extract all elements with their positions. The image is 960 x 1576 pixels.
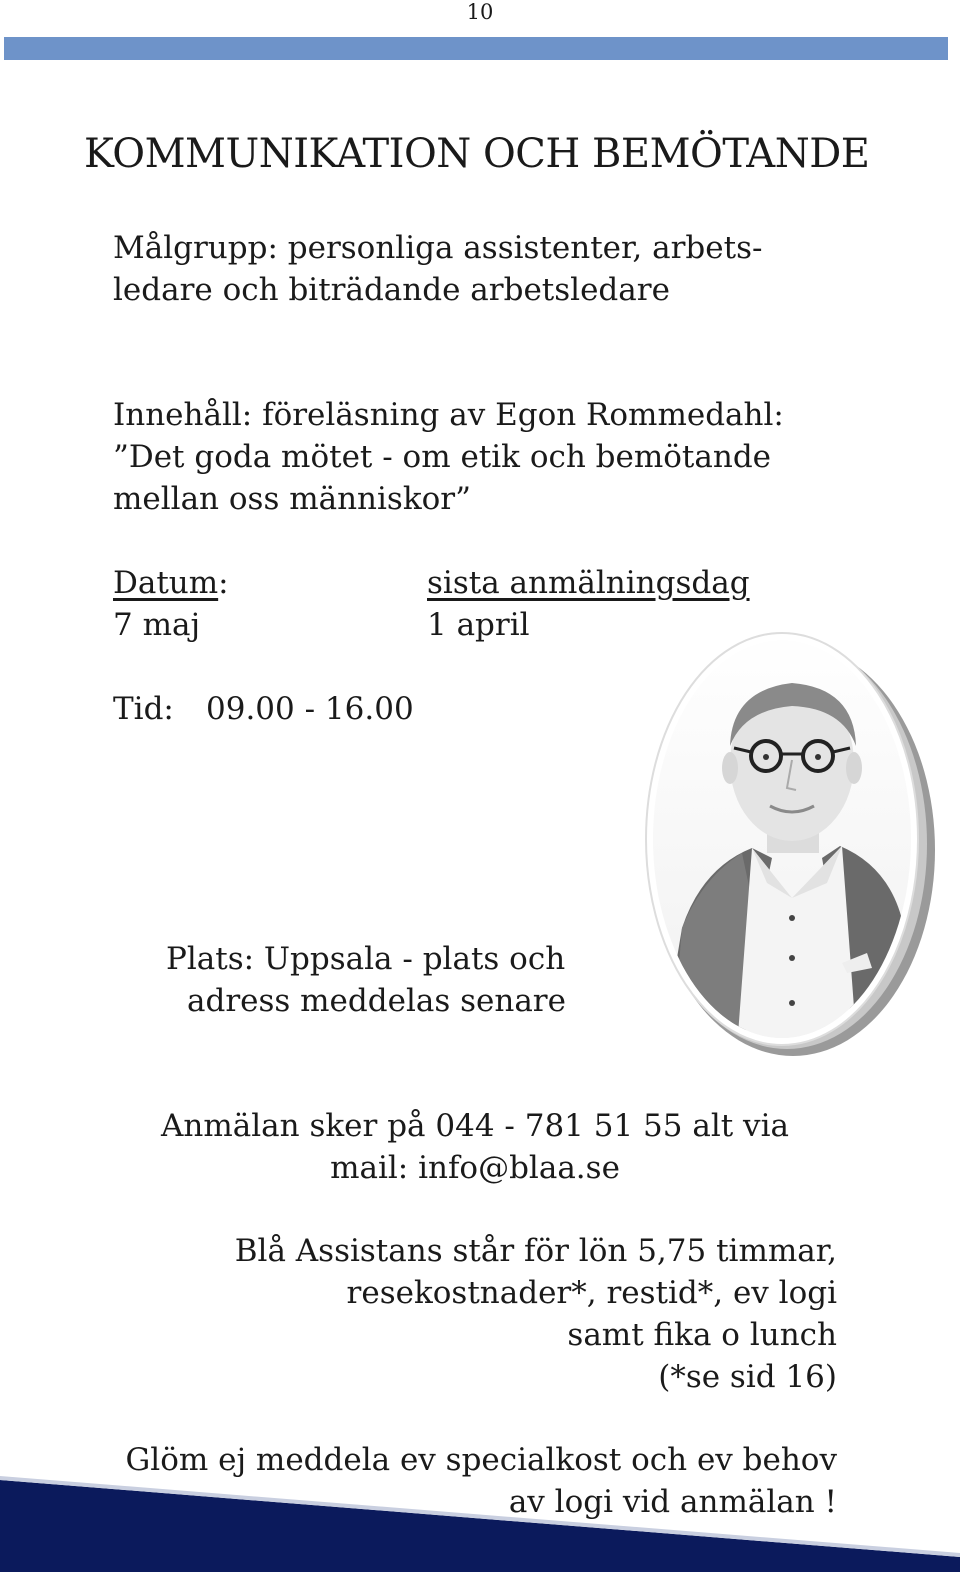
deadline-value: 1 april [427,607,530,643]
date-label-colon: : [218,565,229,601]
time-value: 09.00 - 16.00 [206,691,414,727]
date-label-text: Datum [113,565,219,601]
registration-line-1: Anmälan sker på 044 - 781 51 55 alt via [161,1108,789,1144]
coverage-line-4: (*se sid 16) [658,1359,837,1395]
date-value: 7 maj [113,607,201,643]
coverage-line-3: samt fika o lunch [567,1317,837,1353]
page-title: KOMMUNIKATION OCH BEMÖTANDE [84,131,870,177]
deadline-label: sista anmälningsdag [427,565,750,601]
target-group-line-2: ledare och biträdande arbetsledare [113,272,670,308]
page-number: 10 [466,0,494,24]
registration-line-2: mail: info@blaa.se [330,1150,620,1186]
reminder-line-1: Glöm ej meddela ev specialkost och ev behov [125,1442,837,1478]
date-label [113,562,229,604]
content-line-2: ”Det goda mötet - om etik och bemötande [113,439,772,475]
coverage-line-1: Blå Assistans står för lön 5,75 timmar, [234,1233,837,1269]
content-line-3: mellan oss människor” [113,481,471,517]
speaker-portrait [642,628,952,1060]
coverage-line-2: resekostnader*, restid*, ev logi [346,1275,837,1311]
content-line-1: Innehåll: föreläsning av Egon Rommedahl: [113,397,784,433]
time-label: Tid: [113,691,174,727]
place-line-2: adress meddelas senare [187,983,566,1019]
reminder-line-2: av logi vid anmälan ! [508,1484,837,1520]
place-line-1: Plats: Uppsala - plats och [166,941,566,977]
target-group-line-1: Målgrupp: personliga assistenter, arbets- [113,230,763,266]
header-bar [4,37,948,60]
